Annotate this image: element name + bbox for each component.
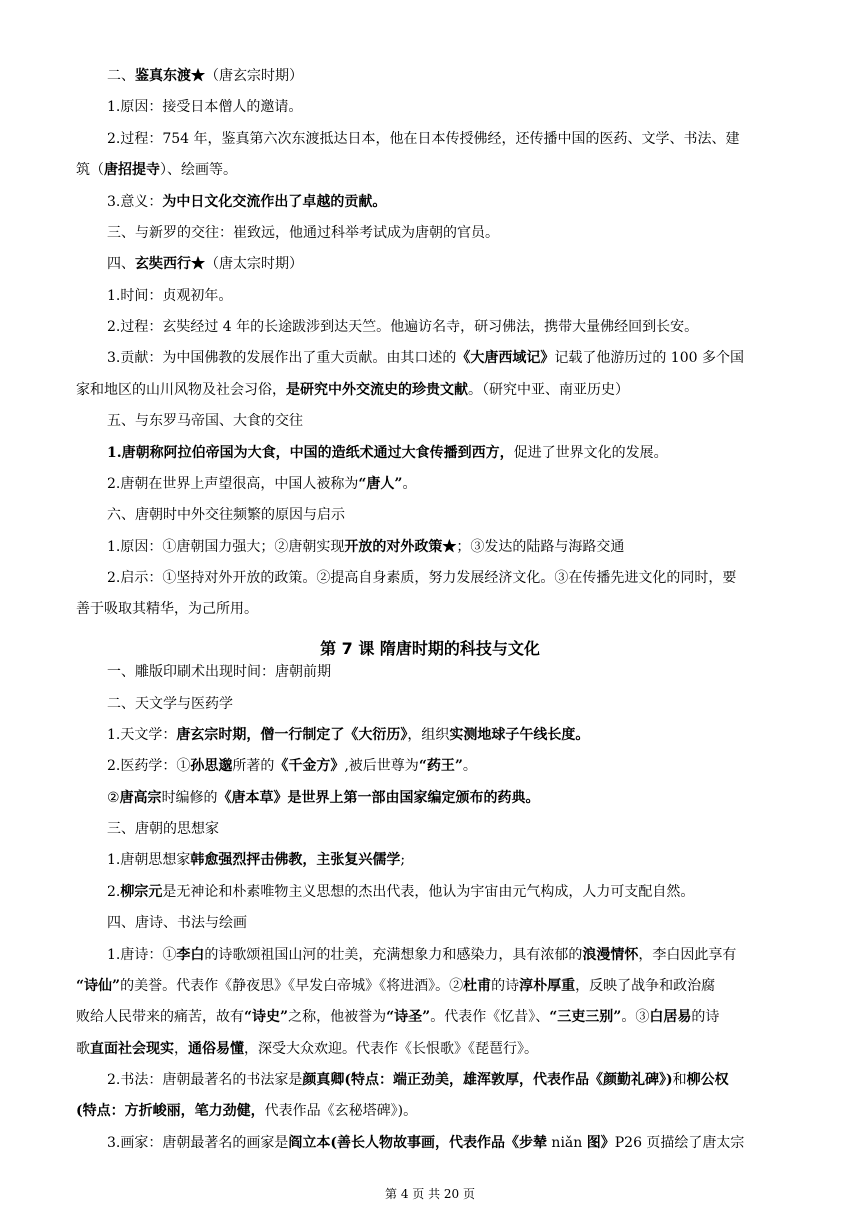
text-span: niǎn	[546, 1135, 587, 1151]
text-line	[76, 380, 785, 400]
text-line	[107, 850, 785, 870]
text-span: 善于吸取其精华，为己所用。	[76, 601, 258, 617]
text-span: 一、雕版印刷术出现时间：唐朝前期	[107, 664, 331, 680]
bold-text: “诗史”	[244, 1009, 289, 1025]
text-line	[76, 1101, 785, 1121]
bold-text: “诗仙”	[76, 978, 121, 994]
text-line	[107, 223, 785, 243]
text-line	[107, 725, 785, 745]
text-span: 1.唐诗：①	[107, 947, 177, 963]
text-span: ，深受大众欢迎。代表作《长恨歌》《琵琶行》。	[244, 1041, 538, 1057]
bold-text: 浪漫情怀	[582, 947, 639, 963]
text-line	[107, 819, 785, 839]
text-span: 四、唐诗、书法与绘画	[107, 915, 247, 931]
text-span: 六、唐朝时中外交往频繁的原因与启示	[107, 507, 345, 523]
text-line	[107, 568, 785, 588]
text-span: （唐太宗时期）	[205, 256, 303, 272]
text-span: ，组织	[407, 727, 450, 743]
bold-text: “唐人”	[358, 476, 403, 492]
text-span: 败给人民带来的痛苦，故有	[76, 1009, 244, 1025]
text-line	[107, 756, 785, 776]
text-span: 的诗	[691, 1009, 720, 1025]
text-span: 。③	[621, 1009, 650, 1025]
bold-text: 《大唐西域记》	[456, 350, 555, 366]
text-span: 之称，他被誉为	[288, 1009, 387, 1025]
bold-text: (特点：方折峻丽，笔力劲健，	[76, 1103, 265, 1119]
bold-text: 李白	[176, 947, 205, 963]
text-line	[107, 317, 785, 337]
bold-text: 实测地球子午线长度。	[449, 727, 590, 743]
text-span: 代表作品《玄秘塔碑》)。	[264, 1103, 418, 1119]
text-span: ，反映了战争和政治腐	[575, 978, 716, 994]
text-line	[107, 348, 785, 368]
bold-text: 白居易	[649, 1009, 692, 1025]
text-line	[107, 192, 785, 212]
text-span: 是无神论和朴素唯物主义思想的杰出代表，他认为宇宙由元气构成，人力可支配自然。	[162, 884, 695, 900]
bold-text: 1.唐朝称阿拉伯帝国为大食，中国的造纸术通过大食传播到西方，	[107, 445, 514, 461]
text-span: 。代表作《忆昔》、	[430, 1009, 550, 1025]
text-line	[76, 1007, 785, 1027]
text-span: 四、	[107, 256, 135, 272]
bold-text: “药王”	[418, 758, 463, 774]
bold-text: 《千金方》	[274, 758, 345, 774]
text-span: 2.启示：①坚持对外开放的政策。②提高自身素质，努力发展经济文化。③在传播先进文化的同时，要	[107, 570, 737, 586]
text-span: （唐玄宗时期）	[205, 68, 303, 84]
bold-text: 唐玄宗时期，僧一行制定了《大衍历》	[176, 727, 408, 743]
text-span: 2.过程：玄奘经过 4 年的长途跋涉到达天竺。他遍访名寺，研习佛法，携带大量佛经回到长安。	[107, 319, 699, 335]
text-span: ）、绘画等。	[160, 162, 237, 178]
text-span: 。	[402, 476, 417, 492]
text-span: 三、唐朝的思想家	[107, 821, 219, 837]
text-line	[107, 505, 785, 525]
text-span: ，李白因此享有	[638, 947, 737, 963]
text-span: 所著的	[232, 758, 275, 774]
bold-text: 柳宗元	[120, 884, 163, 900]
text-span: 3.贡献：为中国佛教的发展作出了重大贡献。由其口述的	[107, 350, 457, 366]
text-line	[107, 1070, 785, 1090]
bold-text: 杜甫	[463, 978, 492, 994]
text-span: 1.时间：贞观初年。	[107, 288, 233, 304]
text-span: 三、与新罗的交往：崔致远，他通过科举考试成为唐朝的官员。	[107, 225, 499, 241]
text-line	[107, 129, 785, 149]
text-span: 的诗	[491, 978, 520, 994]
text-span: ；③发达的陆路与海路交通	[456, 539, 625, 555]
text-span: 二、天文学与医药学	[107, 696, 233, 712]
text-span: 3.画家：唐朝最著名的画家是	[107, 1135, 289, 1151]
text-span: ;	[400, 852, 406, 868]
text-span: 二、	[107, 68, 135, 84]
bold-text: 直面社会现实	[90, 1041, 174, 1057]
bold-text: 《唐本草》是世界上第一部由国家编定颁布的药典。	[217, 790, 540, 806]
text-span: P26 页描绘了唐太宗	[614, 1135, 745, 1151]
section-title: 第 7 课 隋唐时期的科技与文化	[320, 639, 540, 658]
text-span: 时编修的	[161, 790, 218, 806]
text-line	[107, 1133, 785, 1153]
text-span: ,被后世尊为	[344, 758, 419, 774]
bold-text: 颜真卿(特点：端正劲美，雄浑敦厚，代表作品《颜勤礼碑》)	[302, 1072, 673, 1088]
bold-text: “三吏三别”	[549, 1009, 622, 1025]
bold-text: 唐招提寺	[104, 162, 160, 178]
text-span: 3.意义：	[107, 194, 163, 210]
text-line	[107, 254, 785, 274]
text-span: 2.过程：754 年，鉴真第六次东渡抵达日本，他在日本传授佛经，还传播中国的医药、文学、书法、建	[107, 131, 740, 147]
bold-text: 阎立本(善长人物故事画，代表作品《步辇	[288, 1135, 547, 1151]
bold-text: 图》	[586, 1135, 615, 1151]
text-span: 促进了世界文化的发展。	[513, 445, 668, 461]
text-line	[107, 474, 785, 494]
text-span: 家和地区的山川风物及社会习俗，	[76, 382, 286, 398]
text-span: 1.原因：①唐朝国力强大；②唐朝实现	[107, 539, 345, 555]
text-span: 1.原因：接受日本僧人的邀请。	[107, 99, 303, 115]
bold-text: 韩愈强烈抨击佛教，主张复兴儒学	[190, 852, 401, 868]
text-span: 2.唐朝在世界上声望很高，中国人被称为	[107, 476, 359, 492]
bold-text: 开放的对外政策★	[344, 539, 457, 555]
bold-text: “诗圣”	[386, 1009, 431, 1025]
bold-text: 鉴真东渡★	[135, 68, 205, 84]
text-line	[107, 788, 785, 808]
text-span: 。（研究中亚、南亚历史）	[468, 382, 629, 398]
text-span: ，	[174, 1041, 188, 1057]
text-line	[76, 599, 785, 619]
bold-text: 是研究中外交流史的珍贵文献	[286, 382, 468, 398]
text-line	[107, 945, 785, 965]
bold-text: 为中日文化交流作出了卓越的贡献。	[162, 194, 387, 210]
text-span: 2.医药学：①	[107, 758, 191, 774]
text-line	[107, 66, 785, 86]
text-span: 的美誉。代表作《静夜思》《早发白帝城》《将进酒》。②	[120, 978, 464, 994]
text-span: 和	[672, 1072, 687, 1088]
bold-text: 孙思邈	[190, 758, 233, 774]
text-line	[107, 662, 785, 682]
text-line	[76, 1039, 785, 1059]
text-span: 1.唐朝思想家	[107, 852, 191, 868]
bold-text: 唐高宗	[119, 790, 162, 806]
text-span: 的诗歌颂祖国山河的壮美，充满想象力和感染力，具有浓郁的	[204, 947, 583, 963]
text-line	[107, 694, 785, 714]
text-line	[107, 411, 785, 431]
text-span: 歌	[76, 1041, 90, 1057]
bold-text: 玄奘西行★	[135, 256, 205, 272]
text-span: 2.书法：唐朝最著名的书法家是	[107, 1072, 303, 1088]
text-line	[107, 286, 785, 306]
text-span: 。	[462, 758, 477, 774]
text-span: 2.	[107, 884, 121, 900]
page-footer: 第 4 页 共 20 页	[385, 1187, 475, 1201]
text-span: ②	[107, 790, 120, 806]
bold-text: 通俗易懂	[188, 1041, 244, 1057]
text-line	[107, 882, 785, 902]
text-span: 记载了他游历过的 100 多个国	[554, 350, 744, 366]
text-line	[76, 976, 785, 996]
bold-text: 柳公权	[686, 1072, 729, 1088]
text-line	[76, 160, 785, 180]
text-span: 1.天文学：	[107, 727, 177, 743]
text-line	[107, 97, 785, 117]
text-span: 筑（	[76, 162, 104, 178]
text-line	[107, 443, 785, 463]
text-line	[107, 537, 785, 557]
text-line	[107, 913, 785, 933]
bold-text: 淳朴厚重	[519, 978, 576, 994]
text-span: 五、与东罗马帝国、大食的交往	[107, 413, 303, 429]
